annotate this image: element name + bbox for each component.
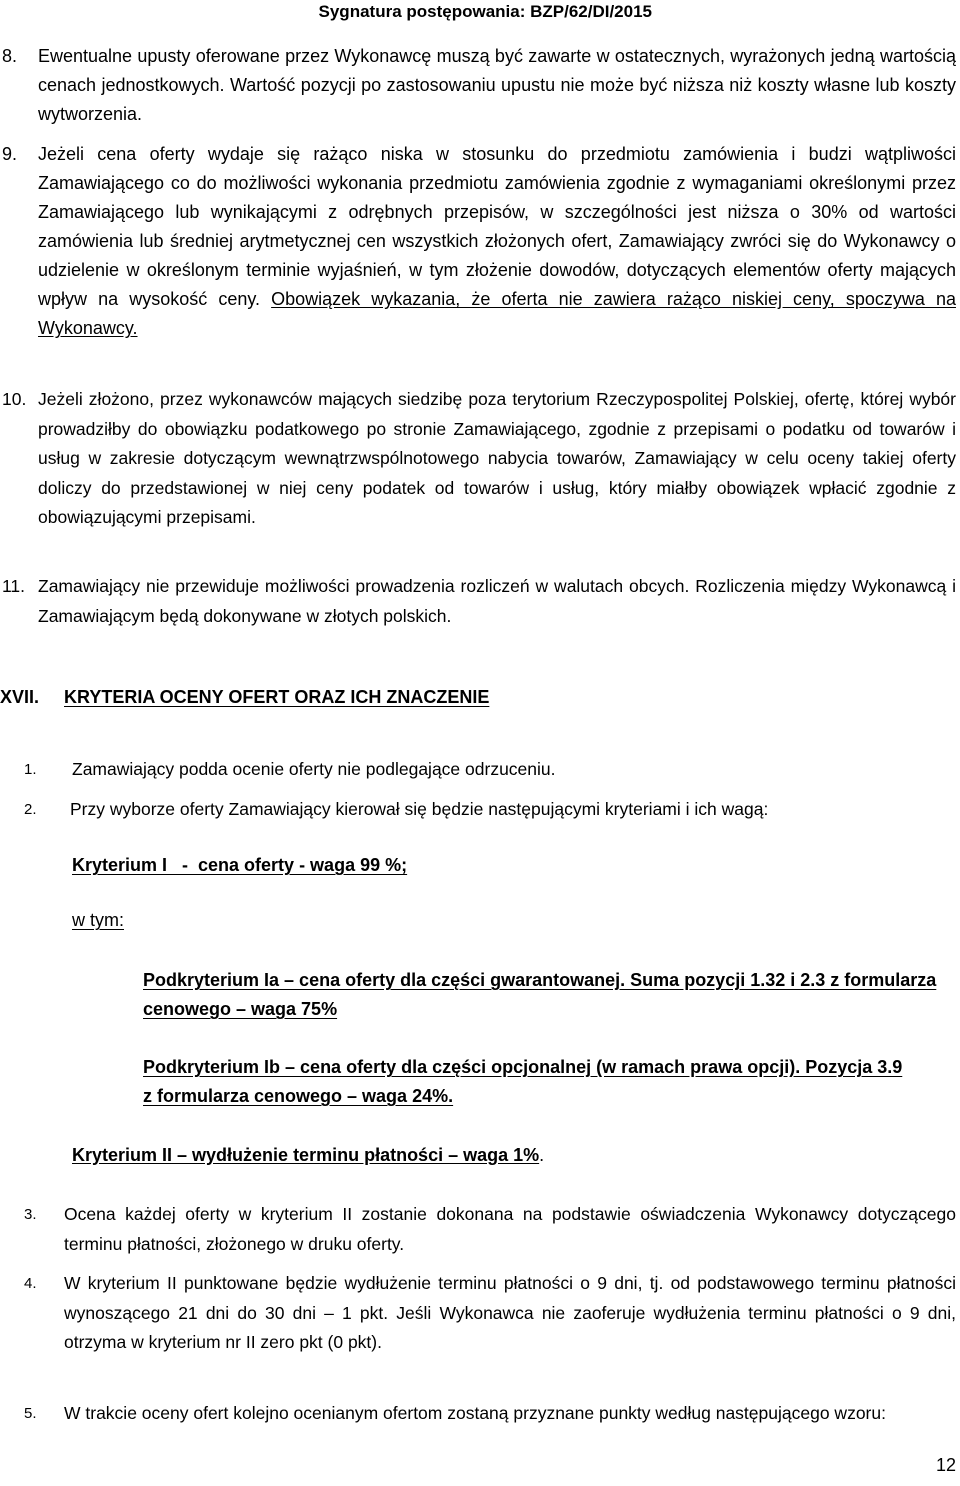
list-number: 4. — [24, 1275, 37, 1292]
criterion-2: Kryterium II – wydłużenie terminu płatności – waga 1% — [72, 1145, 540, 1165]
criterion-note: w tym: — [72, 910, 124, 930]
subcriterion-ib: Podkryterium Ib – cena oferty dla części opcjonalnej (w ramach prawa opcji). Pozycja 3.9 z formularza cenowego – waga 24%. — [143, 1057, 903, 1106]
procedure-signature: Sygnatura postępowania: BZP/62/DI/2015 — [318, 2, 652, 21]
paragraph-number: 10. — [2, 389, 27, 409]
paragraph-main-text: Jeżeli cena oferty wydaje się rażąco niska w stosunku do przedmiotu zamówienia i budzi wątpliwości Zamawiającego co do możliwości wykonania przedmiotu zamówienia zgodnie z wymaganiami określonymi przez Zamawiającego lub wynikającymi z odrębnych przepisów, w szczególności jest niższa o 30% od wartości zamówienia lub średniej arytmetycznej cen wszystkich złożonych ofert, Zamawiający zwróci się do Wykonawcy o udzielenie w określonym terminie wyjaśnień, w tym złożenie dowodów, dotyczących elementów oferty mających wpływ na wysokość ceny. — [38, 144, 956, 309]
criterion-1: Kryterium I - cena oferty - waga 99 %; — [72, 855, 408, 875]
list-text: Ocena każdej oferty w kryterium II zostanie dokonana na podstawie oświadczenia Wykonawcy dotyczącego terminu płatności, złożonego w druku oferty. — [64, 1204, 956, 1254]
list-text: W kryterium II punktowane będzie wydłużenie terminu płatności o 9 dni, tj. od podstawowego terminu płatności wynoszącego 21 dni do 30 dni – 1 pkt. Jeśli Wykonawca nie zaoferuje wydłużenia terminu płatności o 9 dni, otrzyma w kryterium nr II zero pkt (0 pkt). — [64, 1273, 956, 1352]
paragraph-text: Ewentualne upusty oferowane przez Wykonawcę muszą być zawarte w ostatecznych, wyrażonych jedną wartością cenach jednostkowych. Wartość pozycji po zastosowaniu upustu nie może być niższa niż koszty własne lub koszty wytworzenia. — [38, 46, 956, 124]
list-number: 2. — [24, 801, 37, 818]
list-text: Zamawiający podda ocenie oferty nie podlegające odrzuceniu. — [72, 759, 556, 779]
paragraph-text — [38, 140, 956, 343]
criterion-2-line — [72, 1141, 544, 1170]
list-text: W trakcie oceny ofert kolejno ocenianym ofertom zostaną przyznane punkty według następującego wzoru: — [64, 1403, 886, 1423]
section-title: KRYTERIA OCENY OFERT ORAZ ICH ZNACZENIE — [64, 687, 490, 707]
paragraph-text: Zamawiający nie przewiduje możliwości prowadzenia rozliczeń w walutach obcych. Rozliczenia między Wykonawcą i Zamawiającym będą dokonywane w złotych polskich. — [38, 576, 956, 626]
paragraph-number: 9. — [2, 144, 18, 164]
paragraph-number: 8. — [2, 46, 18, 66]
criterion-2-period: . — [539, 1145, 545, 1165]
list-number: 3. — [24, 1206, 37, 1223]
subcriterion-ia: Podkryterium Ia – cena oferty dla części gwarantowanej. Suma pozycji 1.32 i 2.3 z formularza cenowego – waga 75% — [143, 970, 937, 1019]
page-number: 12 — [935, 1455, 956, 1475]
list-text: Przy wyborze oferty Zamawiający kierował się będzie następującymi kryteriami i ich wagą: — [70, 799, 769, 819]
underlined-statement: Obowiązek wykazania, że oferta nie zawiera rażąco niskiej ceny, spoczywa na Wykonawcy. — [38, 289, 956, 338]
list-number: 5. — [24, 1405, 37, 1422]
paragraph-text: Jeżeli złożono, przez wykonawców mających siedzibę poza terytorium Rzeczypospolitej Polskiej, ofertę, której wybór prowadziłby do obowiązku podatkowego po stronie Zamawiającego, zgodnie z przepisami o podatku od towarów i usług w zakresie dotyczącym wewnątrzwspólnotowego nabycia towarów, Zamawiający w celu oceny takiej oferty doliczy do przedstawionej w niej ceny podatek od towarów i usług, który miałby obowiązek wpłacić zgodnie z obowiązującymi przepisami. — [38, 389, 956, 527]
paragraph-number: 11. — [2, 576, 26, 596]
section-number: XVII. — [0, 687, 40, 707]
list-number: 1. — [24, 761, 37, 778]
